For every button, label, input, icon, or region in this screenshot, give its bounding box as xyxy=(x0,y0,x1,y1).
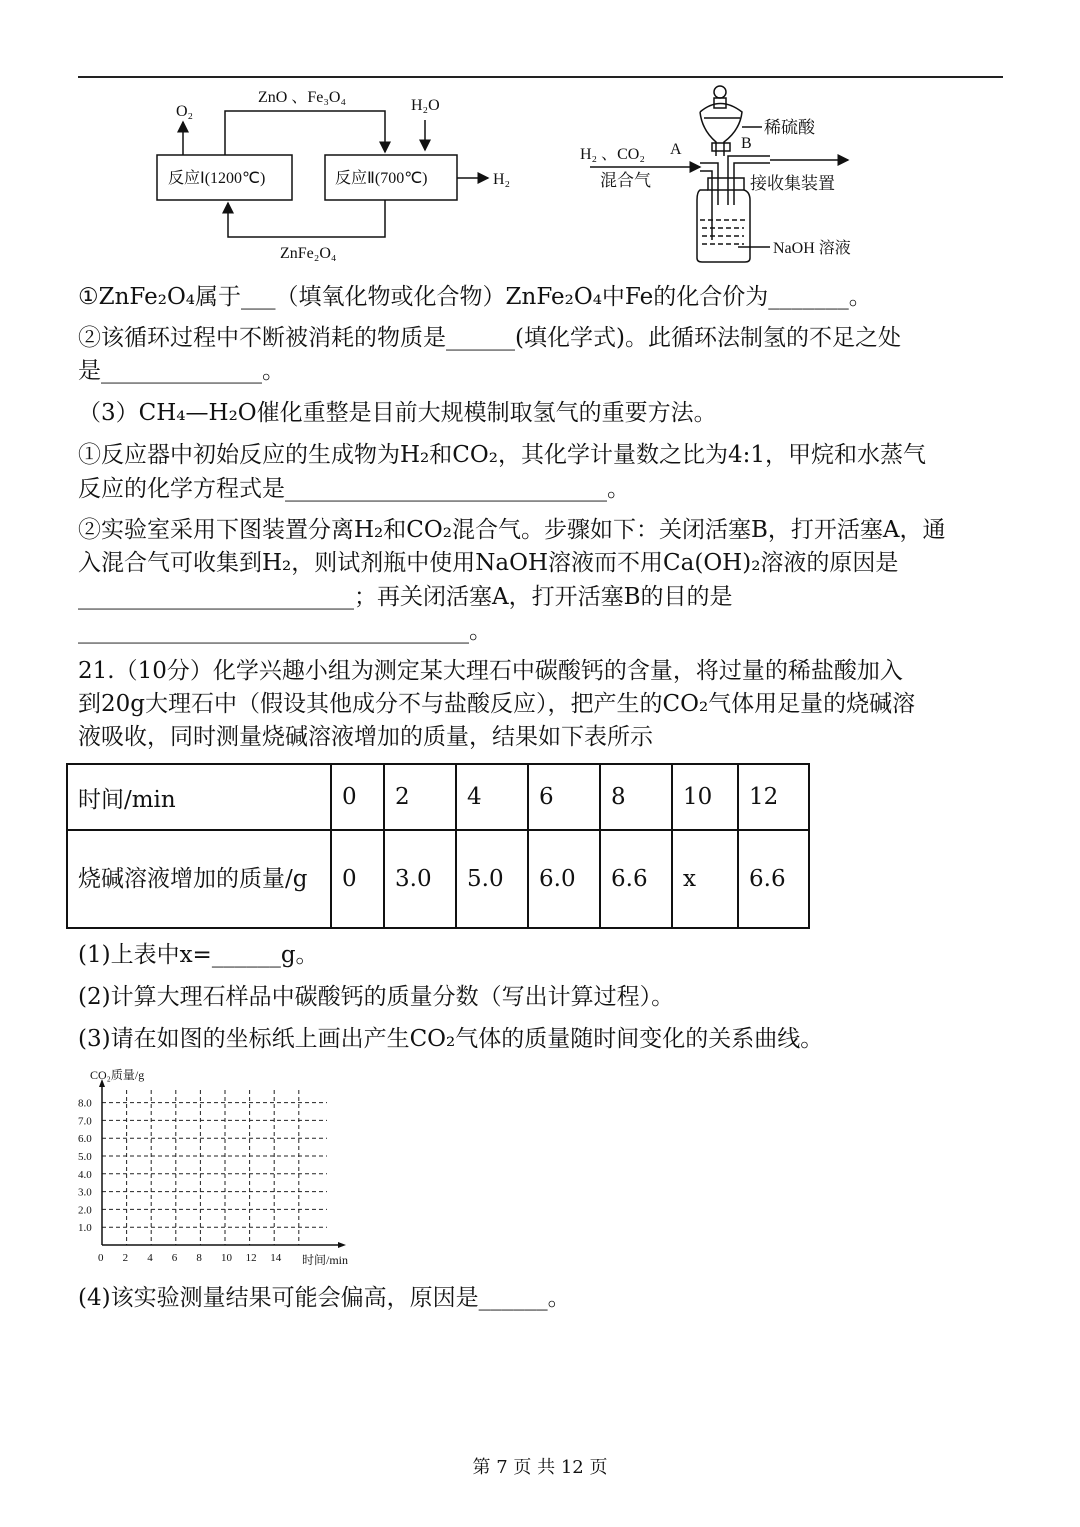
table-cell: 10 xyxy=(672,764,738,830)
h2-label: H₂ xyxy=(493,171,511,188)
reaction-1-label: 反应Ⅰ(1200℃) xyxy=(168,170,266,187)
y-tick-label: 1.0 xyxy=(78,1222,92,1235)
sub-question-4: (4)该实验测量结果可能会偏高，原因是______。 xyxy=(78,1285,571,1311)
table-cell: 2 xyxy=(384,764,456,830)
row-header: 时间/min xyxy=(67,764,331,830)
table-cell: 12 xyxy=(738,764,809,830)
o2-label: O₂ xyxy=(176,103,194,120)
y-tick-label: 7.0 xyxy=(78,1115,92,1128)
dilute-sulfuric-acid-label: 稀硫酸 xyxy=(764,118,815,137)
text-line: （3）CH₄—H₂O催化重整是目前大规模制取氢气的重要方法。 xyxy=(78,400,717,426)
table-cell: 0 xyxy=(331,764,384,830)
y-tick-label: 5.0 xyxy=(78,1151,92,1163)
table-cell: 6.0 xyxy=(528,830,600,928)
x-tick-label: 14 xyxy=(270,1252,282,1264)
text-line: ①反应器中初始反应的生成物为H₂和CO₂，其化学计量数之比为4:1，甲烷和水蒸气 xyxy=(78,442,926,468)
text-line: 液吸收，同时测量烧碱溶液增加的质量，结果如下表所示 xyxy=(78,724,653,750)
text-line: ________________________；再关闭活塞A，打开活塞B的目的是 xyxy=(78,584,733,610)
y-tick-label: 2.0 xyxy=(78,1204,92,1217)
x-tick-label: 6 xyxy=(171,1252,178,1264)
table-cell: 6.6 xyxy=(600,830,672,928)
table-cell: 4 xyxy=(456,764,528,830)
text-line: 是______________。 xyxy=(78,358,285,384)
table-cell: 6 xyxy=(528,764,600,830)
y-tick-label: 4.0 xyxy=(78,1168,92,1181)
text-line: 反应的化学方程式是____________________________。 xyxy=(78,476,630,502)
x-axis-arrow xyxy=(338,1242,346,1248)
x-tick-label: 12 xyxy=(245,1252,257,1264)
x-tick-label: 4 xyxy=(147,1252,153,1264)
sub-question-3: (3)请在如图的坐标纸上画出产生CO₂气体的质量随时间变化的关系曲线。 xyxy=(78,1026,824,1052)
gas-mix-label: H₂ 、CO₂ xyxy=(580,146,645,163)
valve-b-label: B xyxy=(741,135,752,152)
text-line: 到20g大理石中（假设其他成分不与盐酸反应），把产生的CO₂气体用足量的烧碱溶 xyxy=(78,691,916,717)
text-line: ②实验室采用下图装置分离H₂和CO₂混合气。步骤如下：关闭活塞B，打开活塞A，通 xyxy=(78,517,946,543)
table-cell: 5.0 xyxy=(456,830,528,928)
znfe2o4-label: ZnFe₂O₄ xyxy=(280,245,337,262)
table-row xyxy=(67,764,809,830)
sub-question-1: (1)上表中x=______g。 xyxy=(78,942,319,968)
y-tick-label: 8.0 xyxy=(78,1097,92,1110)
h2o-label: H₂O xyxy=(411,97,440,114)
y-tick-label: 3.0 xyxy=(78,1186,92,1199)
reaction-2-label: 反应Ⅱ(700℃) xyxy=(335,170,428,187)
page-footer: 第 7 页 共 12 页 xyxy=(472,1457,608,1478)
gas-mix-label-2: 混合气 xyxy=(600,171,651,190)
table-cell: 0 xyxy=(331,830,384,928)
table-cell: x xyxy=(672,830,738,928)
table-row xyxy=(67,830,809,928)
x-axis-title: 时间/min xyxy=(302,1253,349,1267)
x-tick-label: 8 xyxy=(196,1252,202,1264)
text-line: ②该循环过程中不断被消耗的物质是______(填化学式)。此循环法制氢的不足之处 xyxy=(78,325,901,351)
naoh-solution-label: NaOH 溶液 xyxy=(773,240,851,257)
coordinate-grid xyxy=(0,1060,400,1280)
row-header: 烧碱溶液增加的质量/g xyxy=(67,830,331,928)
sub-question-2: (2)计算大理石样品中碳酸钙的质量分数（写出计算过程）。 xyxy=(78,984,675,1010)
x-tick-label: 10 xyxy=(221,1252,232,1264)
table-cell: 8 xyxy=(600,764,672,830)
cycle-diagram xyxy=(0,0,1080,280)
valve-a-label: A xyxy=(670,141,682,158)
table-cell: 3.0 xyxy=(384,830,456,928)
question-21: 21.（10分）化学兴趣小组为测定某大理石中碳酸钙的含量，将过量的稀盐酸加入 xyxy=(78,658,903,684)
collector-label: 接收集装置 xyxy=(750,174,835,193)
x-tick-label: 0 xyxy=(98,1252,104,1264)
x-tick-label: 2 xyxy=(122,1252,129,1264)
zno-fe3o4-label: ZnO 、Fe₃O₄ xyxy=(258,89,347,106)
text-line: 入混合气可收集到H₂，则试剂瓶中使用NaOH溶液而不用Ca(OH)₂溶液的原因是 xyxy=(78,550,899,576)
y-tick-label: 6.0 xyxy=(78,1133,92,1146)
text-line: __________________________________。 xyxy=(78,618,492,644)
y-axis-title: CO₂质量/g xyxy=(90,1068,145,1082)
table-cell: 6.6 xyxy=(738,830,809,928)
text-line: ①ZnFe₂O₄属于___（填氧化物或化合物）ZnFe₂O₄中Fe的化合价为_______。 xyxy=(78,284,872,310)
data-table xyxy=(66,763,810,929)
